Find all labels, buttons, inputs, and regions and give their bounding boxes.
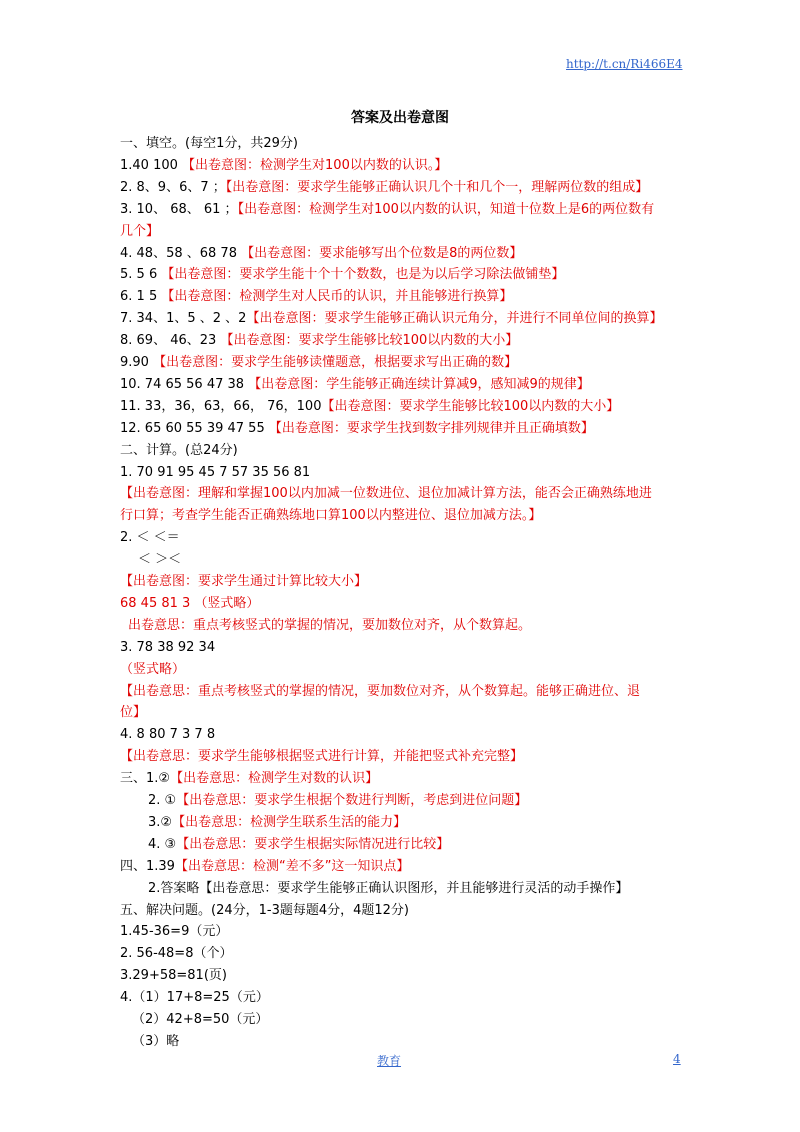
- answer-text: 三、1.②: [120, 771, 171, 787]
- answer-text: 1. 70 91 95 45 7 57 35 56 81: [120, 464, 311, 480]
- answer-line: [120, 178, 648, 198]
- answer-line: [120, 572, 367, 592]
- answer-line: [120, 309, 662, 329]
- intent-note: 出卷意思：重点考核竖式的掌握的情况，要加数位对齐，从个数算起。: [128, 617, 532, 633]
- answer-line: [120, 988, 269, 1008]
- answer-line: [120, 397, 619, 417]
- answer-line: [120, 506, 541, 526]
- footer-center-link[interactable]: 教育: [377, 1054, 402, 1068]
- answer-line: [120, 769, 378, 789]
- intent-note: 【出卷意图：学生能够正确连续计算减9，感知减9的规律】: [248, 376, 590, 392]
- answer-text: 2. ①: [148, 793, 177, 808]
- answer-text: 2.答案略【出卷意思：要求学生能够正确认识图形，并且能够进行灵活的动手操作】: [148, 880, 629, 896]
- answer-text: 3.②: [148, 814, 173, 830]
- answer-line: [120, 594, 259, 614]
- intent-note: 【出卷意思：要求学生能够根据竖式进行计算，并能把竖式补充完整】: [120, 749, 524, 765]
- answer-text: 1.45-36=9（元）: [120, 924, 229, 940]
- answer-text: 3. 10、 68、 61 ；: [120, 201, 238, 217]
- intent-note: 【出卷意思：重点考核竖式的掌握的情况，要加数位对齐，从个数算起。能够正确进位、退: [120, 683, 641, 699]
- answer-line: [148, 879, 628, 899]
- intent-note: 【出卷意图：要求学生能够比较100以内数的大小】: [321, 398, 620, 414]
- answer-text: （2）42+8=50（元）: [132, 1012, 269, 1027]
- answer-line: [120, 156, 447, 176]
- answer-line: [120, 200, 654, 220]
- answer-line: [120, 682, 640, 702]
- answer-text: 11. 33，36，63，66， 76，100: [120, 398, 322, 414]
- intent-note: 【出卷意思：检测学生对数的认识】: [170, 771, 379, 787]
- intent-note: 【出卷意图：要求学生能十个十个数数，也是为以后学习除法做铺垫】: [161, 267, 565, 283]
- intent-note: 【出卷意思：要求学生根据个数进行判断，考虑到进位问题】: [176, 793, 528, 808]
- answer-line: [132, 1010, 268, 1030]
- answer-text: 9.90: [120, 355, 154, 370]
- intent-note: 【出卷意图：检测学生对100以内数的认识，知道十位数上是6的两位数有: [237, 201, 655, 217]
- intent-note: 行口算；考查学生能否正确熟练地口算100以内整进位、退位加减方法。】: [120, 508, 542, 524]
- answer-text: （3）略: [132, 1033, 180, 1049]
- answer-text: 五、解决问题。(24分，1-3题每题4分，4题12分): [120, 902, 410, 918]
- answer-line: [120, 244, 522, 264]
- intent-note: 几个】: [120, 223, 160, 239]
- page-title: 答案及出卷意图: [351, 110, 449, 126]
- answer-text: 4.（1）17+8=25（元）: [120, 990, 269, 1006]
- intent-note: 【出卷意思：要求学生根据实际情况进行比较】: [176, 836, 450, 852]
- answer-text: 1.40 100: [120, 157, 183, 173]
- header-url-link[interactable]: http://t.cn/Ri466E4: [566, 57, 683, 71]
- intent-note: 【出卷意图：要求学生能够比较100以内数的大小】: [220, 333, 519, 349]
- intent-note: 【出卷意图：要求学生能够读懂题意，根据要求写出正确的数】: [153, 355, 518, 370]
- answer-text: 7. 34、1、5 、2 、2: [120, 311, 247, 327]
- answer-line: [120, 463, 310, 483]
- answer-line: [148, 813, 406, 833]
- answer-text: 3.29+58=81(页): [120, 968, 227, 984]
- answer-text: 2. 56-48=8（个）: [120, 946, 233, 962]
- answer-text: 四、1.39: [120, 858, 175, 874]
- intent-note: 【出卷意思：检测学生联系生活的能力】: [172, 814, 407, 830]
- intent-note: 【出卷意图：检测学生对100以内数的认识。】: [182, 157, 448, 173]
- answer-line: [120, 703, 146, 723]
- answer-line: [120, 638, 215, 658]
- answer-line: [120, 287, 512, 307]
- answer-text: 2. 8、9、6、7 ；: [120, 179, 226, 195]
- answer-line: [120, 944, 232, 964]
- answer-line: [120, 222, 159, 242]
- intent-note: 【出卷意图：要求学生通过计算比较大小】: [120, 574, 368, 589]
- answer-line: [120, 725, 215, 745]
- answer-line: [120, 419, 594, 439]
- footer-page-number[interactable]: 4: [673, 1052, 681, 1066]
- intent-note: 【出卷意图：要求学生找到数字排列规律并且正确填数】: [268, 420, 594, 436]
- answer-line: [148, 791, 527, 811]
- intent-note: 【出卷意图：理解和掌握100以内加减一位数进位、退位加减计算方法，能否会正确熟练地进: [120, 486, 652, 502]
- answer-text: 4. 48、58 、68 78: [120, 245, 242, 261]
- answer-text: 2. ＜ ＜＝: [120, 530, 180, 546]
- intent-note: 【出卷意图：要求能够写出个位数是8的两位数】: [241, 245, 523, 261]
- answer-text: 5. 5 6: [120, 267, 162, 283]
- answer-text: 4. ③: [148, 836, 177, 852]
- answer-line: [120, 857, 409, 877]
- answer-line: [120, 484, 652, 504]
- intent-note: 【出卷意图：检测学生对人民币的认识，并且能够进行换算】: [161, 289, 513, 305]
- answer-text: 3. 78 38 92 34: [120, 639, 216, 655]
- answer-line: [120, 966, 227, 986]
- answer-text: 4. 8 80 7 3 7 8: [120, 727, 216, 743]
- intent-note: 【出卷意图：要求学生能够正确认识元角分，并进行不同单位间的换算】: [246, 311, 663, 327]
- answer-text: ＜ ＞＜: [138, 552, 182, 568]
- answer-line: [120, 922, 228, 942]
- answer-line: [120, 441, 238, 461]
- answer-line: [128, 616, 531, 636]
- answer-text: 6. 1 5: [120, 289, 162, 305]
- answer-text: 8. 69、 46、23: [120, 333, 221, 349]
- answer-line: [120, 528, 180, 548]
- intent-note: （竖式略）: [120, 661, 186, 677]
- answer-line: [120, 747, 523, 767]
- answer-line: [120, 901, 409, 921]
- answer-text: 12. 65 60 55 39 47 55: [120, 420, 269, 436]
- answer-line: [120, 134, 298, 154]
- intent-note: 【出卷意思：检测“差不多”这一知识点】: [174, 858, 410, 874]
- answer-text: 一、填空。(每空1分，共29分): [120, 136, 298, 151]
- intent-note: 68 45 81 3 （竖式略）: [120, 595, 260, 611]
- answer-text: 二、计算。(总24分): [120, 442, 238, 458]
- intent-note: 【出卷意图：要求学生能够正确认识几个十和几个一，理解两位数的组成】: [225, 179, 649, 195]
- answer-line: [148, 835, 449, 855]
- answer-line: [120, 660, 185, 680]
- answer-line: [132, 1032, 179, 1052]
- answer-line: [120, 265, 564, 285]
- answer-text: 10. 74 65 56 47 38: [120, 376, 249, 392]
- answer-line: [120, 353, 517, 373]
- answer-line: [120, 375, 590, 395]
- answer-line: [120, 331, 518, 351]
- intent-note: 位】: [120, 705, 147, 721]
- answer-line: [138, 550, 181, 570]
